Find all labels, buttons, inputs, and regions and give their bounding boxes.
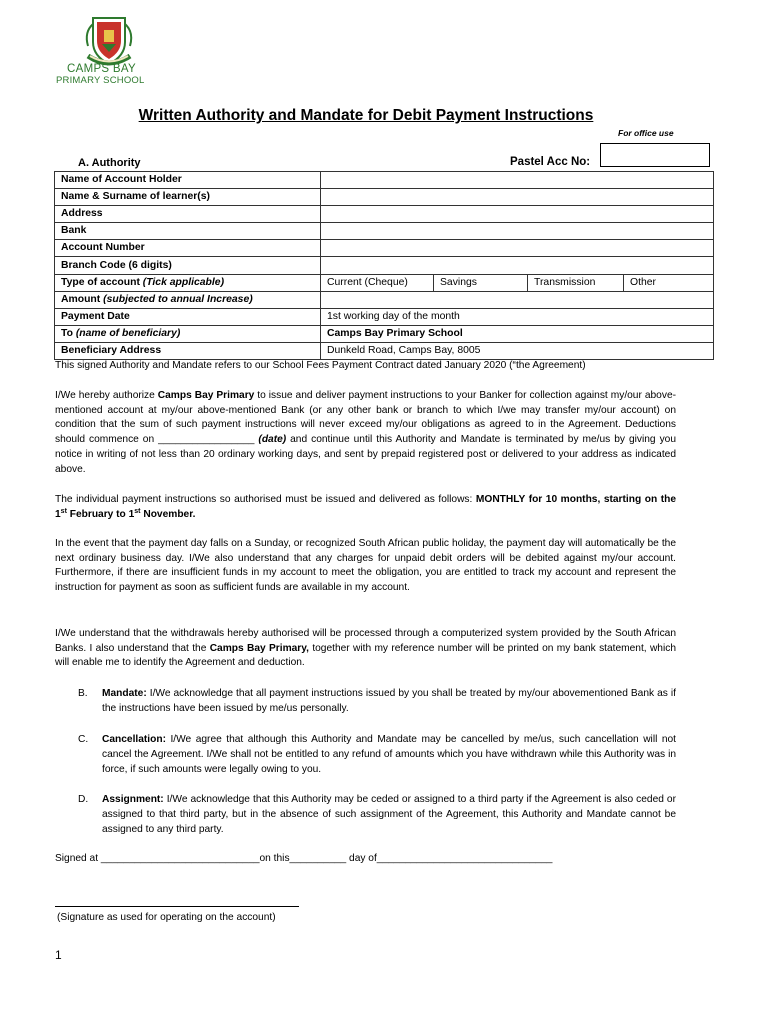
- text: I/We hereby authorize: [55, 390, 158, 401]
- school-name-bold: Camps Bay Primary,: [209, 642, 309, 654]
- clause-title: Mandate:: [102, 688, 147, 699]
- row-label: Address: [55, 206, 321, 223]
- row-label: Name & Surname of learner(s): [55, 189, 321, 206]
- option-savings[interactable]: Savings: [434, 274, 528, 291]
- beneficiary-label: [55, 325, 321, 342]
- to-hint: (name of beneficiary): [75, 327, 181, 339]
- table-row: [55, 325, 714, 342]
- text: and continue until this Authority and Mandate is terminated by me/us by giving you notice in writing of not less than 20 ordinary working days, and sent by prepaid registered post or delivered to your address as indicated above.: [55, 434, 676, 475]
- table-row: [55, 257, 714, 274]
- clause-title: Cancellation:: [102, 734, 166, 745]
- clause-mandate: [78, 686, 676, 716]
- signed-at-line[interactable]: Signed at ____________________________on this__________ day of_______________________________: [55, 853, 553, 864]
- clause-text: I/We acknowledge that all payment instructions issued by you shall be treated by my/our abovementioned Bank as if the instructions have been issued by me/us personally.: [102, 688, 676, 714]
- table-row: [55, 291, 714, 308]
- school-name-bold: Camps Bay Primary: [157, 390, 255, 401]
- beneficiary-value: Camps Bay Primary School: [321, 325, 714, 342]
- table-row: [55, 342, 714, 359]
- table-row: [55, 274, 714, 291]
- account-type-text: Type of account: [61, 276, 140, 288]
- bank-field[interactable]: [321, 223, 714, 240]
- table-row: [55, 189, 714, 206]
- account-type-hint: (Tick applicable): [142, 276, 225, 288]
- learner-name-field[interactable]: [321, 189, 714, 206]
- agreement-reference-paragraph: This signed Authority and Mandate refers to our School Fees Payment Contract dated January 2020 (“the Agreement): [55, 360, 586, 371]
- clause-title: Assignment:: [102, 794, 164, 805]
- payment-date-value: 1st working day of the month: [321, 308, 714, 325]
- branch-code-field[interactable]: [321, 257, 714, 274]
- holiday-paragraph: In the event that the payment day falls on a Sunday, or recognized South African public holiday, the payment day will automatically be the next ordinary business day. I/We also understand that any charges for unpaid debit orders will be debited against my/our account. Furthermore, if there are insufficient funds in my account to meet the obligation, you are entitled to track my account and represent the instruction for payment as soon as sufficient funds are available in my account.: [55, 538, 676, 594]
- signature-line[interactable]: [55, 906, 299, 907]
- processing-paragraph: [55, 627, 676, 671]
- payment-schedule-paragraph: [55, 493, 676, 522]
- authorization-paragraph: [55, 389, 676, 477]
- clause-letter: D.: [78, 794, 89, 805]
- payment-date-label: Payment Date: [55, 308, 321, 325]
- document-title: Written Authority and Mandate for Debit Payment Instructions: [138, 107, 594, 124]
- text: The individual payment instructions so authorised must be issued and delivered as follows:: [55, 494, 476, 505]
- row-label: Branch Code (6 digits): [55, 257, 321, 274]
- clause-letter: C.: [78, 734, 89, 745]
- clause-assignment: [78, 792, 676, 837]
- amount-hint: (subjected to annual Increase): [103, 293, 253, 305]
- superscript: st: [60, 507, 67, 515]
- table-row: [55, 172, 714, 189]
- pastel-acc-field[interactable]: [600, 143, 710, 167]
- clause-text: I/We agree that although this Authority and Mandate may be cancelled by me/us, such cancellation will not cancel the Agreement. I/We shall not be entitled to any refund of amounts which you have withdrawn while this Authority was in force, if such amounts were legally owing to you.: [102, 734, 676, 775]
- superscript: st: [134, 507, 141, 515]
- text: to issue and deliver payment instructions to your Banker for collection against my/our above-mentioned account at my/our above-mentioned Bank (or any other bank or branch to which I/we may transfer my/our account) on condition that the sum of such payment instructions will never exceed my/our obligations as agreed to in the Agreement. Deductions should commence on _________________: [55, 390, 676, 446]
- table-row: [55, 223, 714, 240]
- clause-text: I/We acknowledge that this Authority may be ceded or assigned to a third party if the Agreement is also ceded or assigned to that third party, but in the absence of such assignment of the Agreement, this Authority and Mandate cannot be assigned to any third party.: [102, 794, 676, 835]
- schedule-text: November.: [140, 508, 196, 520]
- table-row: [55, 240, 714, 257]
- school-name-line1: CAMPS BAY: [67, 63, 136, 75]
- option-current-cheque[interactable]: Current (Cheque): [321, 274, 434, 291]
- page-number: 1: [55, 948, 62, 962]
- date-label: (date): [258, 434, 287, 446]
- table-row: [55, 206, 714, 223]
- option-transmission[interactable]: Transmission: [528, 274, 624, 291]
- schedule-text: MONTHLY for 10 months, starting on the 1: [55, 494, 676, 520]
- account-type-label: [55, 274, 321, 291]
- office-use-label: For office use: [618, 128, 674, 138]
- beneficiary-address-label: Beneficiary Address: [55, 342, 321, 359]
- signature-caption: (Signature as used for operating on the account): [57, 912, 276, 923]
- clause-letter: B.: [78, 688, 88, 699]
- clause-cancellation: [78, 732, 676, 777]
- beneficiary-address-value: Dunkeld Road, Camps Bay, 8005: [321, 342, 714, 359]
- school-name-line2: PRIMARY SCHOOL: [56, 75, 145, 86]
- amount-text: Amount: [61, 293, 101, 305]
- text: I/We understand that the withdrawals hereby authorised will be processed through a computerized system provided by the South African Banks. I also understand that the: [55, 628, 676, 654]
- text: together with my reference number will be printed on my bank statement, which will enable me to identify the Agreement and deduction.: [55, 642, 676, 669]
- table-row: [55, 308, 714, 325]
- amount-field[interactable]: [321, 291, 714, 308]
- account-number-field[interactable]: [321, 240, 714, 257]
- to-text: To: [61, 327, 73, 339]
- row-label: Name of Account Holder: [55, 172, 321, 189]
- row-label: Account Number: [55, 240, 321, 257]
- account-holder-field[interactable]: [321, 172, 714, 189]
- section-a-heading: A. Authority: [78, 157, 141, 169]
- amount-label: [55, 291, 321, 308]
- schedule-text: February to 1: [66, 508, 135, 520]
- option-other[interactable]: Other: [624, 274, 714, 291]
- authority-table: [54, 171, 714, 360]
- row-label: Bank: [55, 223, 321, 240]
- pastel-acc-label: Pastel Acc No:: [510, 156, 591, 168]
- address-field[interactable]: [321, 206, 714, 223]
